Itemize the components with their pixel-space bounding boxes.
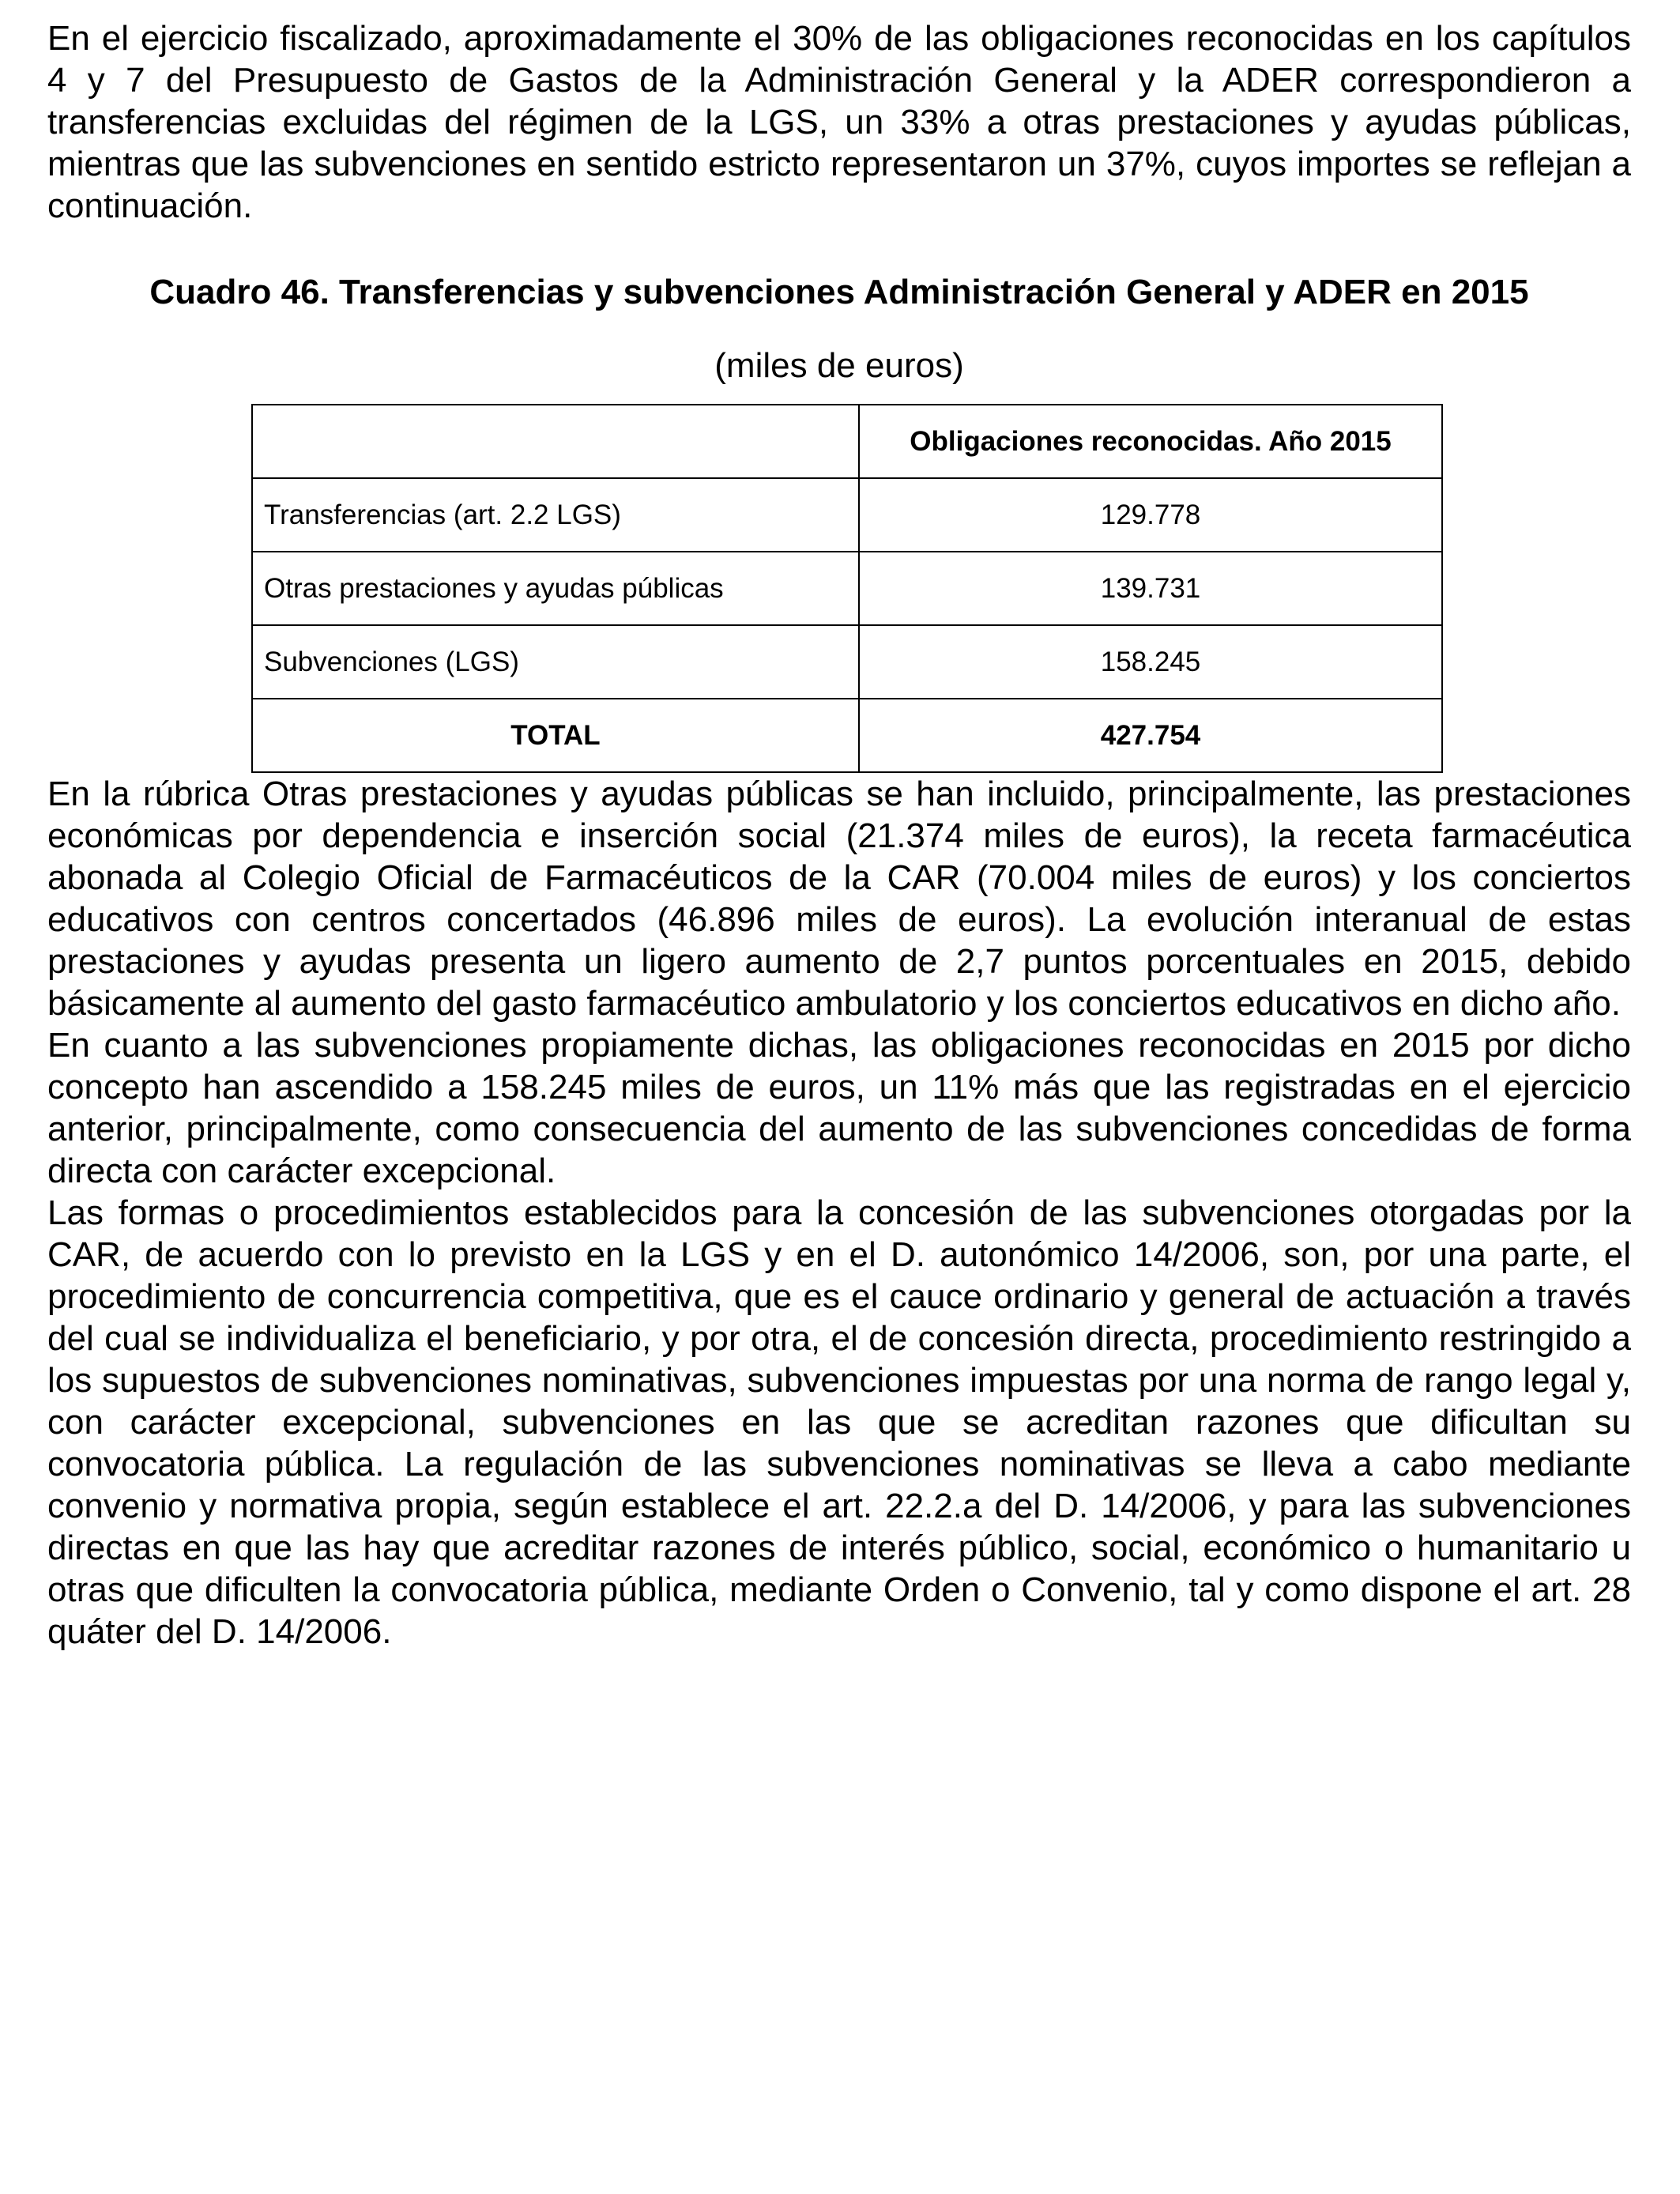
total-value: 427.754 — [859, 699, 1442, 772]
table-row — [252, 625, 1442, 699]
table-header-obligations: Obligaciones reconocidas. Año 2015 — [859, 405, 1442, 478]
obligations-table — [251, 404, 1443, 773]
row-value-otras-prestaciones: 139.731 — [859, 552, 1442, 625]
table-header-row — [252, 405, 1442, 478]
document-page — [47, 17, 1631, 1653]
row-label-subvenciones: Subvenciones (LGS) — [252, 625, 859, 699]
row-value-transferencias: 129.778 — [859, 478, 1442, 552]
row-value-subvenciones: 158.245 — [859, 625, 1442, 699]
table-header-empty — [252, 405, 859, 478]
row-label-transferencias: Transferencias (art. 2.2 LGS) — [252, 478, 859, 552]
table-row — [252, 552, 1442, 625]
total-label: TOTAL — [252, 699, 859, 772]
paragraph-intro: En el ejercicio fiscalizado, aproximadamente el 30% de las obligaciones reconocidas en los capítulos 4 y 7 del Presupuesto de Gastos de la Administración General y la ADER correspondieron a transferencias excluidas del régimen de la LGS, un 33% a otras prestaciones y ayudas públicas, mientras que las subvenciones en sentido estricto representaron un 37%, cuyos importes se reflejan a continuación. — [47, 19, 1631, 225]
paragraph-procedimientos: Las formas o procedimientos establecidos para la concesión de las subvenciones otorgadas por la CAR, de acuerdo con lo previsto en la LGS y en el D. autonómico 14/2006, son, por una parte, el procedimiento de concurrencia competitiva, que es el cauce ordinario y general de actuación a través del cual se individualiza el beneficiario, y por otra, el de concesión directa, procedimiento restringido a los supuestos de subvenciones nominativas, subvenciones impuestas por una norma de rango legal y, con carácter excepcional, subvenciones en las que se acreditan razones que dificultan su convocatoria pública. La regulación de las subvenciones nominativas se lleva a cabo mediante convenio y normativa propia, según establece el art. 22.2.a del D. 14/2006, y para las subvenciones directas en que las hay que acreditar razones de interés público, social, económico o humanitario u otras que dificulten la convocatoria pública, mediante Orden o Convenio, tal y como dispone el art. 28 quáter del D. 14/2006. — [47, 1193, 1631, 1651]
table-total-row — [252, 699, 1442, 772]
row-label-otras-prestaciones: Otras prestaciones y ayudas públicas — [252, 552, 859, 625]
table-caption: Cuadro 46. Transferencias y subvenciones Administración General y ADER en 2015 — [149, 273, 1529, 311]
paragraph-subvenciones: En cuanto a las subvenciones propiamente dichas, las obligaciones reconocidas en 2015 por dicho concepto han ascendido a 158.245 miles de euros, un 11% más que las registradas en el ejercicio anterior, principalmente, como consecuencia del aumento de las subvenciones concedidas de forma directa con carácter excepcional. — [47, 1026, 1631, 1190]
table-row — [252, 478, 1442, 552]
table-units: (miles de euros) — [714, 346, 964, 385]
paragraph-otras-prestaciones: En la rúbrica Otras prestaciones y ayudas públicas se han incluido, principalmente, las prestaciones económicas por dependencia e inserción social (21.374 miles de euros), la receta farmacéutica abonada al Colegio Oficial de Farmacéuticos de la CAR (70.004 miles de euros) y los conciertos educativos con centros concertados (46.896 miles de euros). La evolución interanual de estas prestaciones y ayudas presenta un ligero aumento de 2,7 puntos porcentuales en 2015, debido básicamente al aumento del gasto farmacéutico ambulatorio y los conciertos educativos en dicho año. — [47, 775, 1631, 1023]
